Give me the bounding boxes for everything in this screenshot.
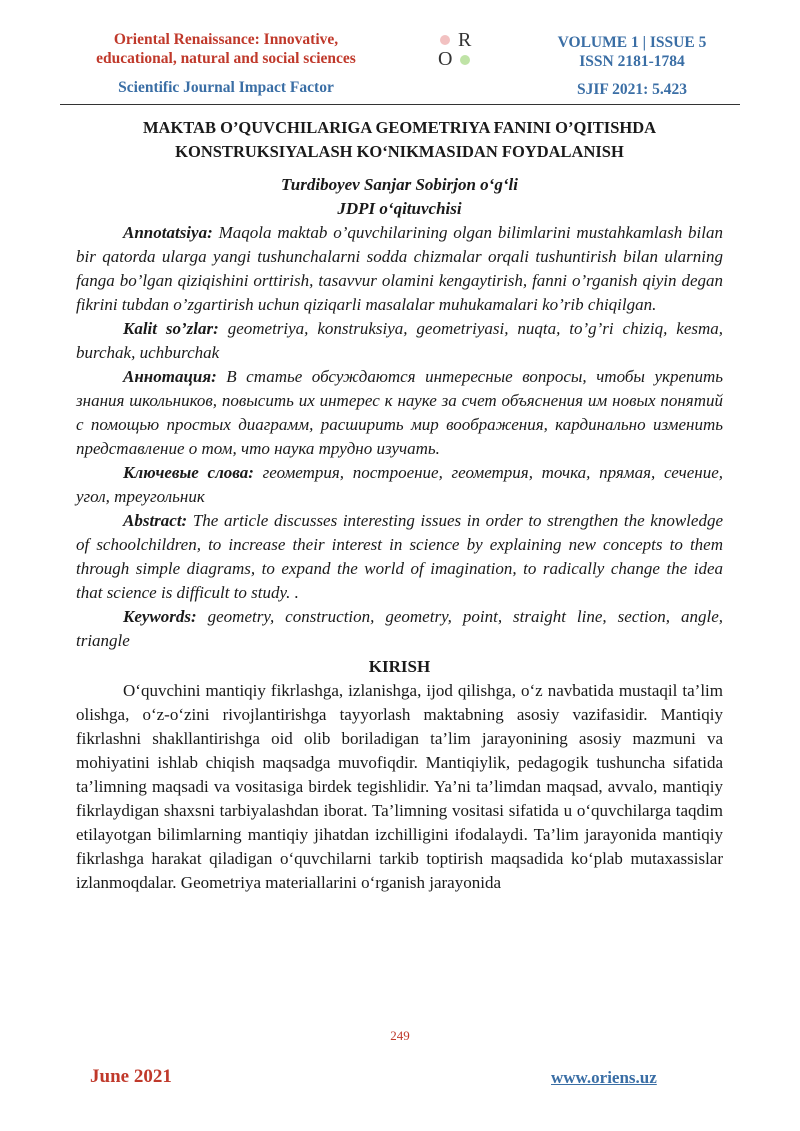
page-number: 249 bbox=[390, 1028, 410, 1043]
keywords-en bbox=[76, 605, 723, 653]
article-title-line2: KONSTRUKSIYALASH KO‘NIKMASIDAN FOYDALANISH bbox=[175, 142, 624, 161]
issn: ISSN 2181-1784 bbox=[579, 53, 685, 70]
logo-letter-r: R bbox=[458, 29, 472, 51]
keywords-en-label: Keywords: bbox=[123, 607, 197, 626]
keywords-ru-label: Ключевые слова: bbox=[123, 463, 254, 482]
abstract-en-label: Abstract: bbox=[123, 511, 188, 530]
keywords-uz bbox=[76, 317, 723, 365]
article-content bbox=[76, 116, 723, 895]
annotation-ru bbox=[76, 365, 723, 461]
annotation-uz-text: Maqola maktab o’quvchilarining olgan bilimlarini mustahkamlash bilan bir qatorda ularga yangi tushunchalarni sodda chizmalar orqali tushuntirish bilan ularning fanga bo’lgan qiziqishini orttirish, tasavvur olamini kengaytirish, fanni o’rganish qiyin degan fikrini tubdan o’zgartirish uchun qiziqarli masalalar muhukamalari ko’rib chiqilgan. bbox=[76, 223, 723, 314]
abstract-en-text: The article discusses interesting issues in order to strengthen the knowledge of schoolchildren, to increase their interest in science by explaining new concepts to them through simple diagrams, to expand the world of imagination, to radically change the idea that science is difficult to study. . bbox=[76, 511, 723, 602]
journal-header-right bbox=[532, 33, 732, 99]
abstract-en bbox=[76, 509, 723, 605]
logo-letter-o: O bbox=[438, 48, 453, 70]
author-name: Turdiboyev Sanjar Sobirjon o‘g‘li bbox=[281, 175, 518, 194]
keywords-ru bbox=[76, 461, 723, 509]
header-divider bbox=[60, 104, 740, 105]
journal-header-left bbox=[76, 30, 376, 97]
keywords-uz-text: geometriya, konstruksiya, geometriyasi, nuqta, to’g’ri chiziq, kesma, burchak, uchburchak bbox=[76, 319, 724, 362]
annotation-uz bbox=[76, 221, 723, 317]
journal-name-line1: Oriental Renaissance: Innovative, bbox=[113, 31, 339, 48]
impact-factor-label: Scientific Journal Impact Factor bbox=[118, 79, 334, 96]
sjif-score: SJIF 2021: 5.423 bbox=[576, 81, 688, 98]
annotation-ru-text: В статье обсуждаются интересные вопросы, чтобы укрепить знания школьников, повысить их интерес к науке за счет объяснения им новых понятий с помощью простых диаграмм, расширить мир воображения, кардинально изменить представление о том, что наука трудно изучать. bbox=[76, 367, 723, 458]
article-title-line1: MAKTAB O’QUVCHILARIGA GEOMETRIYA FANINI O’QITISHDA bbox=[142, 118, 657, 137]
issue-date: June 2021 bbox=[90, 1066, 172, 1087]
author-affiliation: JDPI o‘qituvchisi bbox=[337, 199, 462, 218]
keywords-en-text: geometry, construction, geometry, point, straight line, section, angle, triangle bbox=[76, 607, 723, 650]
volume-issue: VOLUME 1 | ISSUE 5 bbox=[557, 34, 707, 51]
keywords-ru-text: геометрия, построение, геометрия, точка, прямая, сечение, угол, треугольник bbox=[76, 463, 723, 506]
annotation-ru-label: Аннотация: bbox=[123, 367, 217, 386]
annotation-uz-label: Annotatsiya: bbox=[123, 223, 213, 242]
author-block bbox=[76, 173, 723, 221]
section-heading-kirish: KIRISH bbox=[368, 657, 431, 676]
keywords-uz-label: Kalit so’zlar: bbox=[123, 319, 219, 338]
journal-logo bbox=[436, 31, 484, 73]
article-title bbox=[76, 116, 723, 164]
body-paragraph: O‘quvchini mantiqiy fikrlashga, izlanishga, ijod qilishga, o‘z navbatida mustaqil ta’lim olishga, o‘z-o‘zini rivojlantirishga tayyorlash maktabning asosiy vazifasidir. Mantiqiy fikrlashni shakllantirishga oid olib boriladigan ta’lim jarayonining asosiy mazmuni va mohiyatini ishlab chiqish maqsadga muvofiqdir. Mantiqiylik, pedagogik tushuncha sifatida ta’limning maqsadi va vositasiga birdek tegishlidir. Ya’ni ta’limdan maqsad, avvalo, mantiqiy fikrlaydigan shaxsni tarbiyalashdan iborat. Ta’limning vositasi sifatida u o‘quvchilarga taqdim etilayotgan bilimlarning mantiqiy jihatdan izchilligini ifodalaydi. Ta’lim jarayonida mantiqiy fikrlashga harakat qiladigan o‘quvchilarni tarkib toptirish maqsadida ko‘plab mutaxassislar izlanmoqdalar. Geometriya materiallarini o‘rganish jarayonida bbox=[76, 681, 723, 892]
journal-name-line2: educational, natural and social sciences bbox=[96, 50, 356, 67]
website-link[interactable]: www.oriens.uz bbox=[551, 1068, 657, 1087]
